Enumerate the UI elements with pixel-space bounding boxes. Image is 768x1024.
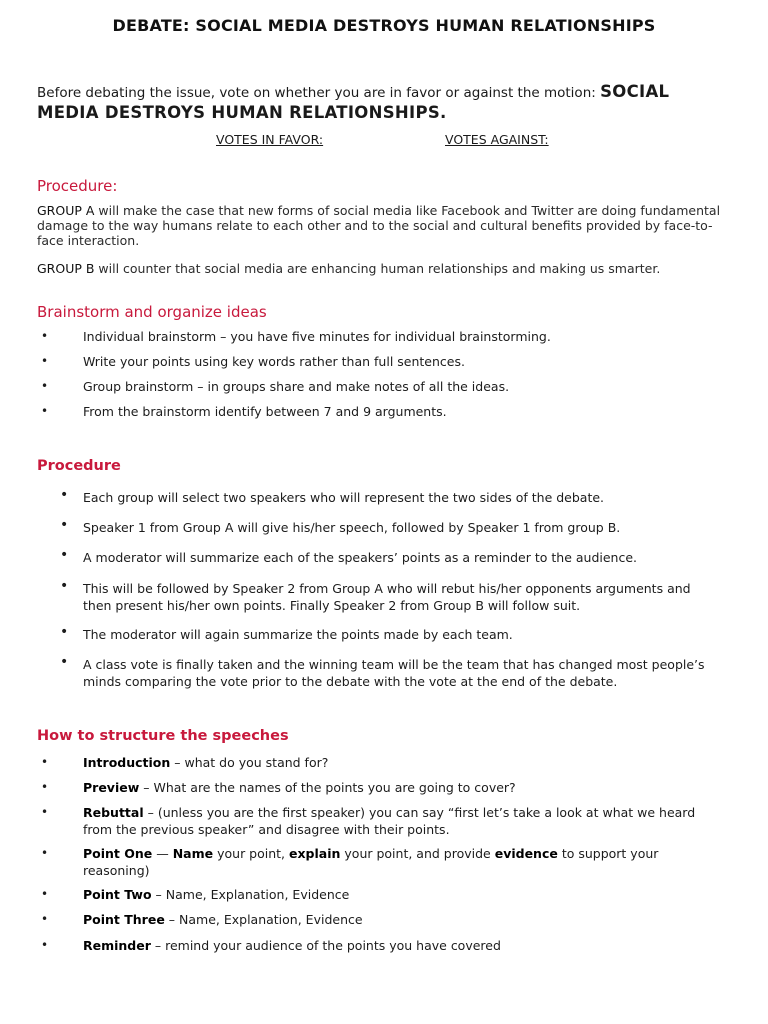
group-a-label: GROUP A [37, 203, 95, 218]
bullet-icon: • [60, 517, 69, 533]
group-b-paragraph [37, 261, 737, 276]
bullet-icon: • [41, 780, 49, 794]
group-a-paragraph [37, 203, 737, 248]
procedure-heading-2: Procedure [37, 458, 121, 474]
bullet-icon: • [41, 329, 49, 343]
bullet-icon: • [41, 912, 49, 926]
group-b-label: GROUP B [37, 261, 95, 276]
bullet-icon: • [41, 805, 49, 819]
procedure-heading: Procedure: [37, 177, 118, 195]
bullet-icon: • [60, 654, 69, 670]
group-a-text: will make the case that new forms of social media like Facebook and Twitter are doing fundamental damage to the way humans relate to each other and to the social and cultural benefits provided by face-to-face interaction. [37, 203, 721, 248]
votes-against-label: VOTES AGAINST: [445, 132, 549, 147]
document-page: DEBATE: SOCIAL MEDIA DESTROYS HUMAN RELATIONSHIPS Before debating the issue, vote on whether you are in favor or against the motion: SOCIAL MEDIA DESTROYS HUMAN RELATIONSHIPS. VOTES IN FAVOR: VOTES AGAINST: Procedure: GROUP A will make the case that new forms of social media like Facebook and Twitter are doing fundamental damage to the way humans relate to each other and to the social and cultural benefits provided by face-to-face interaction. GROUP B will counter that social media are enhancing human relationships and making us smarter. Brainstorm and organize ideas • Individual brainstorm – you have five minutes for individual brainstorming. • Write your points using key words rather than full sentences. • Group brainstorm – in groups share and make notes of all the ideas. • From the brainstorm identify between 7 and 9 arguments. Procedure • Each group will select two speakers who will represent the two sides of the debate. • Speaker 1 from Group A will give his/her speech, followed by Speaker 1 from group B. • A moderator will summarize each of the speakers’ points as a reminder to the audience. • This will be followed by Speaker 2 from Group A who will rebut his/her opponents arguments and then present his/her own points. Finally Speaker 2 from Group B will follow suit. • The moderator will again summarize the points made by each team. • A class vote is finally taken and the winning team will be the team that has changed most people’s minds comparing the vote prior to the debate with the vote at the end of the debate. How to structure the speeches • Introduction – what do you stand for? • Preview – What are the names of the points you are going to cover? • Rebuttal – (unless you are the first speaker) you can say “first let’s take a look at what we heard from the previous speaker” and disagree with their points. • Point One — Name your point, explain your point, and provide evidence to support your reasoning) • Point Two – Name, Explanation, Evidence • Point Three – Name, Explanation, Evidence • Reminder – remind your audience of the points you have covered [0, 0, 768, 1024]
group-b-text: will counter that social media are enhancing human relationships and making us smarter. [94, 261, 661, 276]
page-title: DEBATE: SOCIAL MEDIA DESTROYS HUMAN RELATIONSHIPS [112, 16, 656, 35]
bullet-icon: • [41, 755, 49, 769]
votes-in-favor-label: VOTES IN FAVOR: [216, 132, 324, 147]
bullet-icon: • [60, 624, 69, 640]
structure-heading: How to structure the speeches [37, 728, 289, 744]
motion-text: SOCIAL MEDIA DESTROYS HUMAN RELATIONSHIPS. [37, 82, 670, 122]
brainstorm-heading: Brainstorm and organize ideas [37, 303, 267, 321]
bullet-icon: • [41, 887, 49, 901]
bullet-icon: • [41, 354, 49, 368]
bullet-icon: • [41, 404, 49, 418]
intro-lead: Before debating the issue, vote on whether you are in favor or against the motion: [37, 85, 601, 101]
bullet-icon: • [41, 846, 49, 860]
bullet-icon: • [41, 379, 49, 393]
bullet-icon: • [60, 487, 69, 503]
bullet-icon: • [60, 547, 69, 563]
intro-paragraph [37, 82, 727, 124]
bullet-icon: • [60, 578, 69, 594]
bullet-icon: • [41, 938, 49, 952]
